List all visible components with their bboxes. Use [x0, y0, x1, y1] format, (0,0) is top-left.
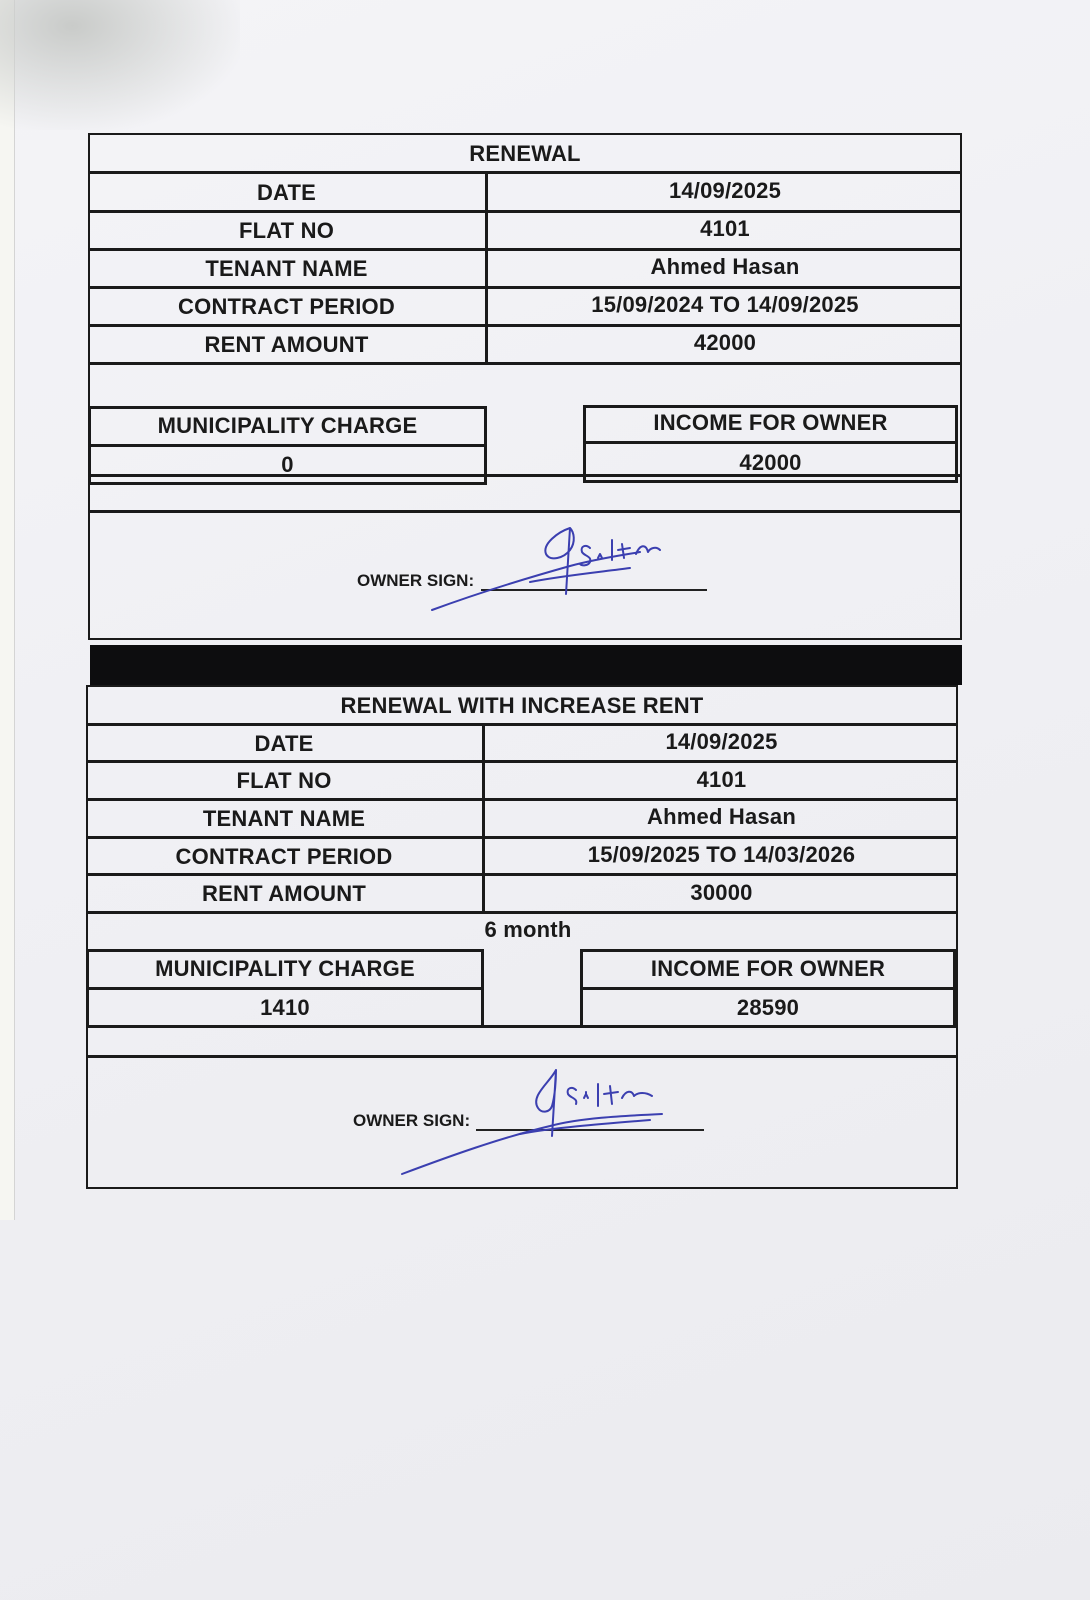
background-document-edge [0, 0, 15, 1220]
increase-municipality-value: 1410 [260, 995, 310, 1020]
increase-tenant-value: Ahmed Hasan [647, 804, 796, 829]
increase-income-label: INCOME FOR OWNER [650, 956, 886, 981]
increase-owner-sign-label: OWNER SIGN: [353, 1111, 471, 1130]
shadow [0, 0, 240, 130]
renewal-rent-label: RENT AMOUNT [204, 332, 369, 357]
renewal-flat-value: 4101 [700, 216, 750, 241]
renewal-income-value: 42000 [739, 449, 802, 475]
renewal-period-value: 15/09/2024 TO 14/09/2025 [591, 292, 859, 317]
increase-date-label: DATE [254, 730, 314, 756]
increase-rent-value: 30000 [690, 880, 753, 905]
increase-period-value: 15/09/2025 TO 14/03/2026 [587, 842, 856, 867]
renewal-municipality-label: MUNICIPALITY CHARGE [157, 413, 418, 438]
increase-date-value: 14/09/2025 [665, 729, 778, 754]
section-separator-band [90, 645, 962, 685]
increase-tenant-label: TENANT NAME [202, 806, 366, 831]
increase-period-label: CONTRACT PERIOD [175, 843, 393, 869]
renewal-income-label: INCOME FOR OWNER [653, 410, 888, 435]
renewal-date-value: 14/09/2025 [668, 178, 782, 203]
renewal-date-label: DATE [256, 180, 317, 205]
renewal-tenant-value: Ahmed Hasan [650, 254, 800, 279]
renewal-title: RENEWAL [469, 141, 581, 166]
increase-municipality-label: MUNICIPALITY CHARGE [155, 956, 415, 981]
renewal-flat-label: FLAT NO [238, 218, 335, 243]
increase-flat-label: FLAT NO [236, 768, 332, 793]
renewal-owner-sign-label: OWNER SIGN: [357, 571, 475, 590]
increase-flat-value: 4101 [696, 767, 747, 792]
increase-title: RENEWAL WITH INCREASE RENT [340, 693, 704, 718]
renewal-signature [430, 518, 690, 618]
increase-income-value: 28590 [736, 995, 800, 1020]
increase-duration-note: 6 month [484, 917, 572, 942]
renewal-rent-value: 42000 [693, 330, 757, 355]
increase-rent-label: RENT AMOUNT [202, 881, 366, 906]
increase-signature [400, 1062, 700, 1182]
renewal-municipality-value: 0 [281, 452, 294, 477]
renewal-tenant-label: TENANT NAME [205, 256, 368, 281]
renewal-period-label: CONTRACT PERIOD [178, 294, 395, 319]
